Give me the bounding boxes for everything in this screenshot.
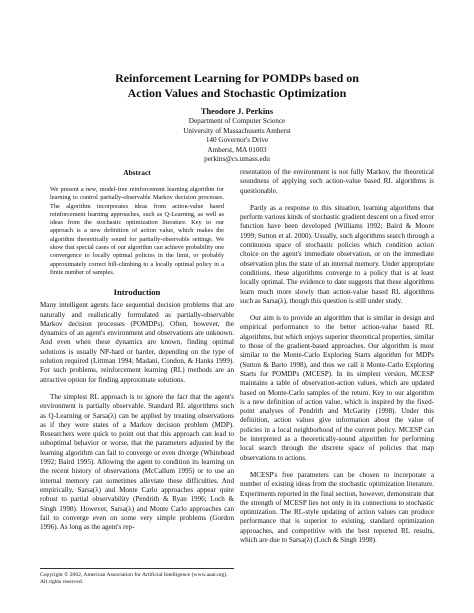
author-university: University of Massachusetts Amherst	[183, 126, 291, 135]
author-city: Amherst, MA 01003	[207, 145, 267, 154]
title-line-1: Reinforcement Learning for POMDPs based on	[115, 71, 359, 85]
author-block	[120, 106, 354, 165]
author-department: Department of Computer Science	[188, 117, 286, 125]
left-column	[40, 168, 234, 532]
abstract-heading: Abstract	[123, 168, 151, 177]
author-street: 140 Governor's Drive	[205, 136, 269, 145]
author-email: perkins@cs.umass.edu	[204, 155, 270, 164]
right-paragraph-1: Partly as a response to this situation, learning algorithms that perform various kinds of stochastic gradient descent on a fixed error function have been developed (Williams 1992; Baird & Moore 1999; Sutton et al. 2000). Usually, such algorithms search through a continuous space of stochastic policies which condition action choice on the agent's immediate observation, or on the immediate observation plus the state of an internal memory. Under appropriate conditions, these algorithms converge to a policy that is at least locally optimal. The evidence to date suggests that these algorithms learn much more slowly than action-value based RL algorithms such as Sarsa(λ), though this question is still under study.	[240, 203, 434, 305]
author-name: Theodore J. Perkins	[200, 107, 274, 116]
right-paragraph-continued: resentation of the environment is not fully Markov, the theoretical soundness of applying such action-value based RL algorithms is questionable.	[240, 168, 434, 195]
intro-paragraph-1: Many intelligent agents face sequential decision problems that are naturally and realistically formulated as partially-observable Markov decision processes (POMDPs). Often, however, the dynamics of an agent's environment and observations are unknown. And even when these dynamics are known, finding optimal solutions is usually NP-hard or harder, depending on the type of solution required (Littman 1994; Madani, Condon, & Hanks 1999). For such problems, reinforcement learning (RL) methods are an attractive option for finding approximate solutions.	[40, 301, 234, 384]
title-line-2: Action Values and Stochastic Optimization	[127, 86, 347, 100]
right-paragraph-2: Our aim is to provide an algorithm that is similar in design and empirical performance to the better action-value based RL algorithms, but which enjoys superior theoretical properties, similar to those of the gradient-based approaches. Our algorithm is most similar to the Monte-Carlo Exploring Starts algorithm for MDPs (Sutton & Barto 1998), and thus we call it Monte-Carlo Exploring Starts for POMDPs (MCESP). In its simplest version, MCESP maintains a table of observation-action values, which are updated based on Monte-Carlo samples of the return. Key to our algorithm is a new definition of action value, which is inspired by the fixed-point analyses of Pendrith and McGarity (1998). Under this definition, action values give information about the value of policies in a local neighborhood of the current policy. MCESP can be interpreted as a theoretically-sound algorithm for performing local search through the discrete space of policies that map observations to actions.	[240, 314, 434, 462]
introduction-heading: Introduction	[113, 287, 161, 298]
abstract-text: We present a new, model-free reinforcement learning algorithm for learning to control partially-observable Markov decision processes. The algorithm incorporates ideas from action-value based reinforcement learning approaches, such as Q-Learning, as well as ideas from the stochastic optimization literature. Key to our approach is a new definition of action value, which makes the algorithm theoretically sound for partially-observable settings. We show that special cases of our algorithm can achieve probability one convergence to locally optimal policies in the limit, or probably approximately correct hill-climbing to a locally optimal policy in a finite number of samples.	[50, 186, 224, 276]
right-paragraph-3: MCESP's free parameters can be chosen to incorporate a number of existing ideas from the stochastic optimization literature. Experiments reported in the final section, however, demonstrate that the strength of MCESP lies not only in its connections to stochastic optimization. The RL-style updating of action values can produce performance that is superior to existing, standard optimization approaches, and competitive with the best reported RL results, which are due to Sarsa(λ) (Loch & Singh 1998).	[240, 470, 434, 544]
right-column	[240, 168, 434, 545]
paper-title	[60, 71, 414, 101]
copyright-footnote: Copyright © 2002, American Association for Artificial Intelligence (www.aaai.org). All rights reserved.	[40, 568, 234, 586]
intro-paragraph-2: The simplest RL approach is to ignore the fact that the agent's environment is partially observable. Standard RL algorithms such as Q-Learning or Sarsa(λ) can be applied by treating observations as if they were states of a Markov decision problem (MDP). Researchers were quick to point out that this approach can lead to suboptimal behavior or worse, that the parameters adjusted by the learning algorithm can fail to converge or even diverge (Whitehead 1992; Baird 1995). Allowing the agent to condition its learning on the recent history of observations (McCallum 1995) or to use an internal memory can sometimes alleviate these difficulties. And empirically, Sarsa(λ) and Monte Carlo approaches appear quite robust to partial observability (Pendrith & Ryan 1996; Loch & Singh 1998). However, Sarsa(λ) and Monte Carlo approaches can fail to converge even on some very simple problems (Gordon 1996). As long as the agent's rep-	[40, 392, 234, 532]
